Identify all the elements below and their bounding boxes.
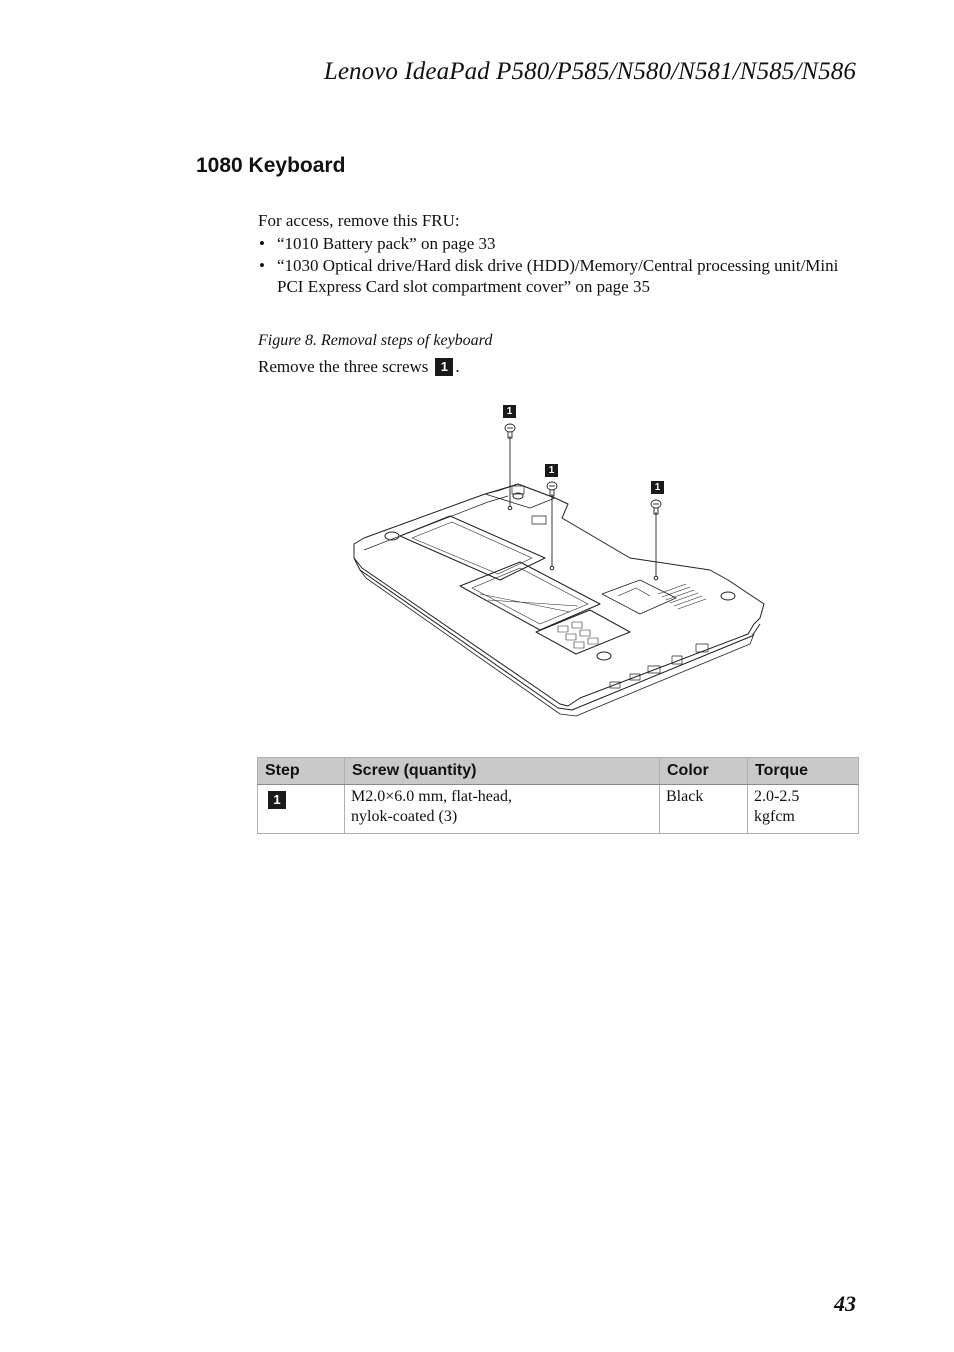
column-header-screw: Screw (quantity) [345,758,660,785]
bullet: • [259,234,265,253]
access-requirements [258,209,858,298]
column-header-color: Color [660,758,748,785]
step-badge: 1 [435,358,453,376]
instruction-end: . [455,357,460,376]
access-intro: For access, remove this FRU: [258,211,460,230]
callout-step-1: 1 [545,464,558,477]
torque-value: 2.0-2.5 [754,788,800,805]
cell-color: Black [660,785,748,834]
column-header-step: Step [258,758,345,785]
running-header: Lenovo IdeaPad P580/P585/N580/N581/N585/N586 [323,58,856,85]
cell-screw [345,785,660,834]
callout-step-1: 1 [651,481,664,494]
fru-list [258,233,858,297]
callout-step-1: 1 [503,405,516,418]
screw-spec-line: nylok-coated (3) [351,808,458,825]
section-title: 1080 Keyboard [196,154,346,177]
table-header-row [258,758,859,785]
fru-list-item [258,255,858,297]
table-row [258,785,859,834]
column-header-torque: Torque [748,758,859,785]
figure-caption: Figure 8. Removal steps of keyboard [258,332,493,349]
bullet: • [259,256,265,275]
fru-reference-battery: “1010 Battery pack” on page 33 [277,234,496,253]
laptop-bottom-illustration [340,398,780,718]
torque-unit: kgfcm [754,808,795,825]
cell-step [258,785,345,834]
page-number: 43 [834,1291,856,1316]
keyboard-removal-figure [340,398,780,718]
screw-spec-table [257,757,859,834]
fru-reference-compartment-cover: “1030 Optical drive/Hard disk drive (HDD)/Memory/Central processing unit/Mini PCI Express Card slot compartment cover” on page 35 [277,256,839,296]
instruction-text: Remove the three screws [258,357,429,376]
fru-list-item [258,233,858,254]
step-badge: 1 [268,791,286,809]
cell-torque [748,785,859,834]
screw-spec-line: M2.0×6.0 mm, flat-head, [351,788,512,805]
figure-instruction [258,357,460,377]
